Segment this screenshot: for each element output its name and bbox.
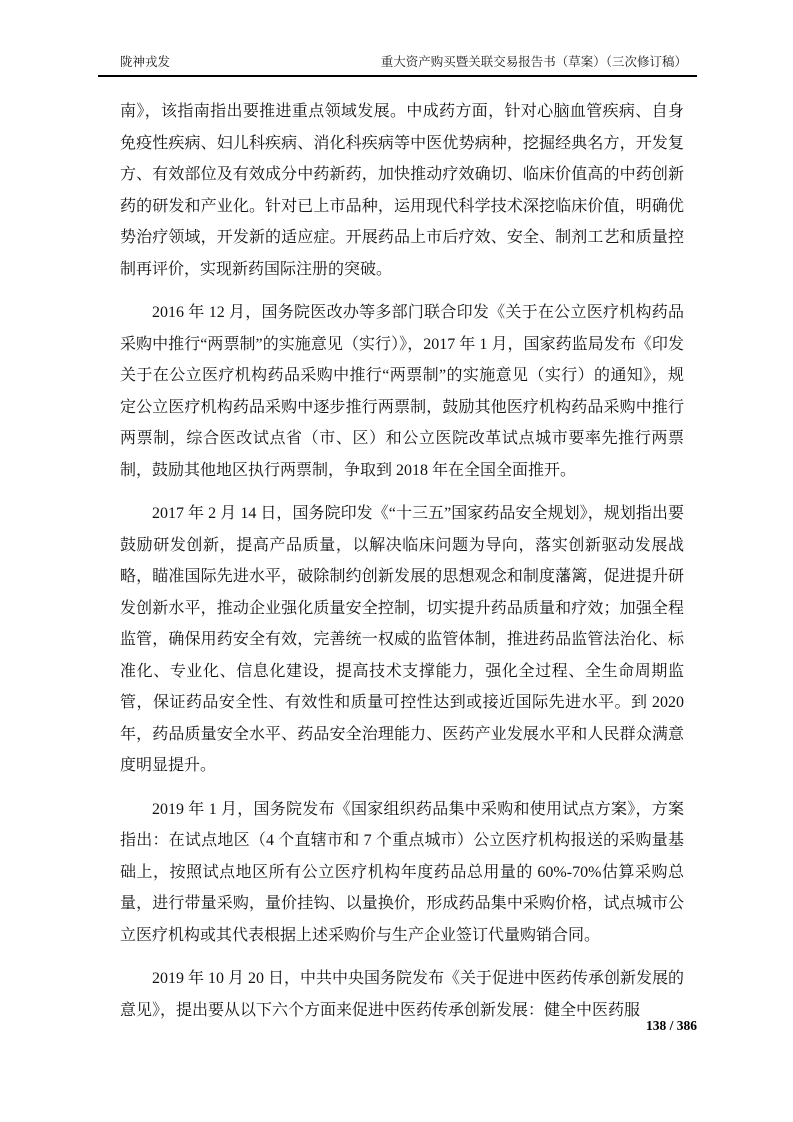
- header-company-name: 陇神戎发: [120, 55, 171, 69]
- paragraph-continuation: 南》，该指南指出要推进重点领域发展。中成药方面，针对心脑血管疾病、自身免疫性疾病、妇儿科疾病、消化科疾病等中医优势病种，挖掘经典名方，开发复方、有效部位及有效成分中药新药，加快推动疗效确切、临床价值高的中药创新药的研发和产业化。针对已上市品种，运用现代科学技术深挖临床价值，明确优势治疗领域，开发新的适应症。开展药品上市后疗效、安全、制剂工艺和质量控制再评价，实现新药国际注册的突破。: [120, 103, 684, 278]
- header-report-title: 重大资产购买暨关联交易报告书（草案）（三次修订稿）: [380, 55, 687, 69]
- page-number: 138 / 386: [645, 1018, 697, 1033]
- page-footer: [98, 1018, 697, 1034]
- paragraph-tcm-development: 2019 年 10 月 20 日，中共中央国务院发布《关于促进中医药传承创新发展的意见》，提出要从以下六个方面来促进中医药传承创新发展：健全中医药服: [120, 970, 685, 1019]
- paragraph-drug-safety-plan: 2017 年 2 月 14 日，国务院印发《“十三五”国家药品安全规划》，规划指出要鼓励研发创新，提高产品质量，以解决临床问题为导向，落实创新驱动发展战略，瞄准国际先进水平，破除制约创新发展的思想观念和制度藩篱，促进提升研发创新水平，推动企业强化质量安全控制，切实提升药品质量和疗效；加强全程监管，确保用药安全有效，完善统一权威的监管体制，推进药品监管法治化、标准化、专业化、信息化建设，提高技术支撑能力，强化全过程、全生命周期监管，保证药品安全性、有效性和质量可控性达到或接近国际先进水平。到 2020 年，药品质量安全水平、药品安全治理能力、医药产业发展水平和人民群众满意度明显提升。: [120, 505, 684, 774]
- paragraph-centralized-procurement: 2019 年 1 月，国务院发布《国家组织药品集中采购和使用试点方案》，方案指出：在试点地区（4 个直辖市和 7 个重点城市）公立医疗机构报送的采购量基础上，按照试点地区所有公立医疗机构年度药品总用量的 60%-70%估算采购总量，进行带量采购，量价挂钩、以量换价，形成药品集中采购价格，试点城市公立医疗机构或其代表根据上述采购价与生产企业签订代量购销合同。: [120, 800, 684, 944]
- document-body: [120, 96, 684, 1038]
- paragraph-two-invoice-policy: 2016 年 12 月，国务院医改办等多部门联合印发《关于在公立医疗机构药品采购中推行“两票制”的实施意见（实行）》，2017 年 1 月，国家药监局发布《印发关于在公立医疗机构药品采购中推行“两票制”的实施意见（实行）的通知》，规定公立医疗机构药品采购中逐步推行两票制，鼓励其他医疗机构药品采购中推行两票制，综合医改试点省（市、区）和公立医院改革试点城市要率先推行两票制，鼓励其他地区执行两票制，争取到 2018 年在全国全面推开。: [120, 304, 684, 479]
- page-header: [98, 54, 697, 77]
